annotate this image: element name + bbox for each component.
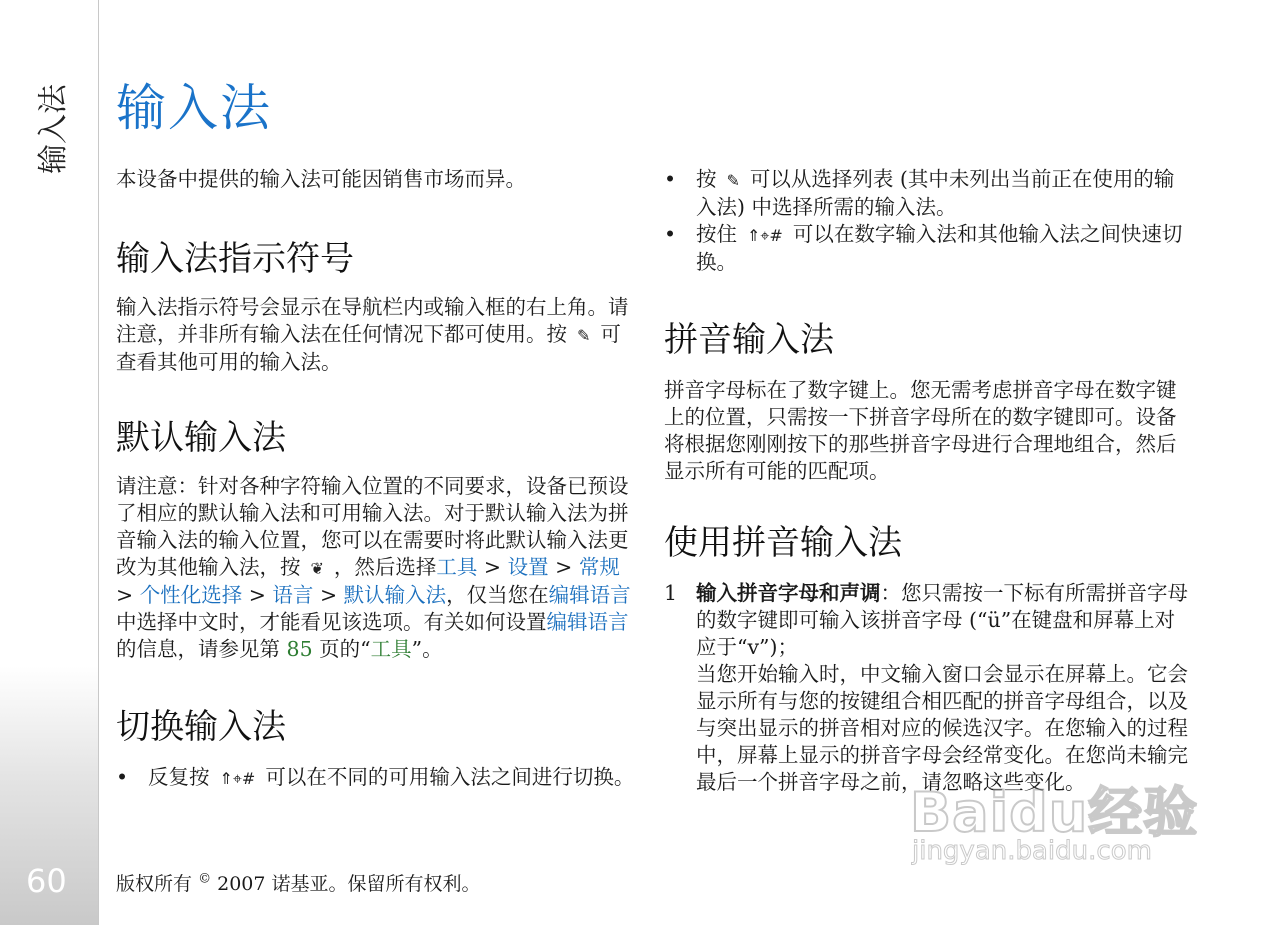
page-title: 输入法 xyxy=(116,79,272,137)
sidebar xyxy=(0,0,99,925)
default-text-7: ”。 xyxy=(411,637,443,661)
hash-key-icon: ⇑⌖# xyxy=(219,769,256,788)
switch-text-a: 反复按 xyxy=(148,765,210,789)
baidu-watermark xyxy=(910,770,1210,870)
steps-list xyxy=(664,580,1192,796)
pinyin-paragraph: 拼音字母标在了数字键上。您无需考虑拼音字母在数字键上的位置，只需按一下拼音字母所在的数字键即可。设备将根据您刚刚按下的那些拼音字母进行合理地组合，然后显示所有可能的匹配项。 xyxy=(664,378,1177,483)
sep: > xyxy=(242,583,273,607)
page-ref-number[interactable]: 85 xyxy=(286,637,313,661)
default-text-4: 中选择中文时，才能看见该选项。有关如何设置 xyxy=(116,610,547,634)
switch-bullets xyxy=(116,764,636,792)
menu-general-link[interactable]: 常规 xyxy=(578,555,620,579)
intro-paragraph: 本设备中提供的输入法可能因销售市场而异。 xyxy=(116,167,526,191)
edit-language-link-2[interactable]: 编辑语言 xyxy=(546,610,629,634)
hash-key-icon: ⇑⌖# xyxy=(747,226,783,245)
sep: > xyxy=(116,583,140,607)
right-bullets xyxy=(664,166,1192,276)
sep: > xyxy=(477,555,508,579)
bullet-dot: • xyxy=(664,222,677,246)
edit-language-link-1[interactable]: 编辑语言 xyxy=(548,583,631,607)
pencil-icon: ✎ xyxy=(577,326,591,345)
bullet2-text-a: 按住 xyxy=(696,222,737,246)
bullet2-text-b: 可以在数字输入法和其他输入法之间快速切换。 xyxy=(696,222,1183,274)
list-item xyxy=(664,580,1192,796)
copyright-symbol: © xyxy=(198,871,212,887)
list-item xyxy=(664,221,1192,276)
left-column xyxy=(116,166,636,792)
sep: > xyxy=(313,583,344,607)
tools-ref-link[interactable]: 工具 xyxy=(370,637,412,661)
default-text-1: 请注意：针对各种字符输入位置的不同要求，设备已预设了相应的默认输入法和可用输入法。对于默认输入法为拼音输入法的输入位置，您可以在需要时将此默认输入法更改为其他输入法，按 xyxy=(116,474,629,579)
step-number: 1 xyxy=(664,581,678,605)
bullet-dot: • xyxy=(116,765,129,789)
step-text-2: 当您开始输入时，中文输入窗口会显示在屏幕上。它会显示所有与您的按键组合相匹配的拼音字母组合，以及与突出显示的拼音相对应的候选汉字。在您输入的过程中，屏幕上显示的拼音字母会经常变化。在您尚未输完最后一个拼音字母之前，请忽略这些变化。 xyxy=(696,662,1188,794)
menu-language-link[interactable]: 语言 xyxy=(272,583,314,607)
switch-text-b: 可以在不同的可用输入法之间进行切换。 xyxy=(265,765,635,789)
default-text-6: 页的“ xyxy=(319,637,371,661)
indicator-text-a: 输入法指示符号会显示在导航栏内或输入框的右上角。请注意，并非所有输入法在任何情况下都可使用。按 xyxy=(116,295,629,346)
section-heading-indicator: 输入法指示符号 xyxy=(116,239,354,279)
watermark-logo: Baidu经验 xyxy=(910,781,1199,844)
indicator-text-b: 可查看其他可用的输入法。 xyxy=(116,322,621,374)
section-heading-pinyin: 拼音输入法 xyxy=(664,320,834,360)
menu-settings-link[interactable]: 设置 xyxy=(507,555,549,579)
section-heading-use-pinyin: 使用拼音输入法 xyxy=(664,523,902,563)
menu-key-icon: ❦ xyxy=(310,559,324,578)
bullet-dot: • xyxy=(664,167,677,191)
menu-tools-link[interactable]: 工具 xyxy=(436,555,478,579)
default-text-2: ，然后选择 xyxy=(333,555,437,579)
default-paragraph xyxy=(116,473,636,663)
footer-text-a: 版权所有 xyxy=(116,873,193,895)
section-heading-default: 默认输入法 xyxy=(116,418,286,458)
footer-text-b: 2007 诺基亚。保留所有权利。 xyxy=(217,873,481,895)
list-item xyxy=(664,166,1192,221)
indicator-paragraph xyxy=(116,294,636,376)
default-text-3: ，仅当您在 xyxy=(446,583,549,607)
list-item xyxy=(116,764,636,792)
section-heading-switch: 切换输入法 xyxy=(116,707,286,747)
right-column xyxy=(664,166,1192,796)
watermark-url: jingyan.baidu.com xyxy=(912,836,1152,866)
bullet1-text-b: 可以从选择列表 (其中未列出当前正在使用的输入法) 中选择所需的输入法。 xyxy=(696,167,1175,219)
side-title xyxy=(36,78,94,228)
step-text: ：您只需按一下标有所需拼音字母的数字键即可输入该拼音字母 (“ü”在键盘和屏幕上对应于“v”)； xyxy=(696,581,1188,659)
side-title-text: 输入法 xyxy=(36,84,71,174)
menu-default-input-link[interactable]: 默认输入法 xyxy=(343,583,447,607)
copyright-footer xyxy=(116,869,481,896)
sep: > xyxy=(548,555,579,579)
bullet1-text-a: 按 xyxy=(696,167,717,191)
step-title: 输入拼音字母和声调 xyxy=(696,581,881,605)
pencil-icon: ✎ xyxy=(726,171,740,190)
default-text-5: 的信息，请参见第 xyxy=(116,637,280,661)
page-number: 60 xyxy=(26,862,67,900)
menu-personalize-link[interactable]: 个性化选择 xyxy=(139,583,243,607)
